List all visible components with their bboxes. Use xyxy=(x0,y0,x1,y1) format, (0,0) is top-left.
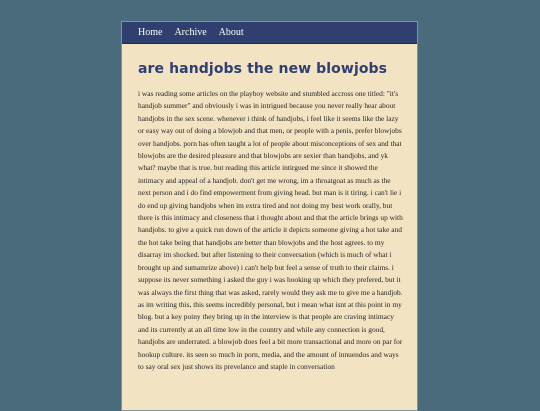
nav-archive-link[interactable]: Archive xyxy=(174,26,207,38)
post-body: i was reading some articles on the playboy website and stumbled accross one titled: "it's handjob summer" and obviously i was in intrigued because you never really hear about handjobs in the sex scene. whenever i think of handjobs, i feel like it seems like the lazy or easy way out of doing a blowjob and that men, or people with a penis, prefer blowjobs over handjobs. porn has often taught a lot of people about misconceptions of sex and that blowjobs are the desired pleasure and that blowjobs are sexier than handjobs, and yk what? maybe that is true. but reading this article intirgued me since it showed the intimacy and appeal of a handjob. don't get me wrong, im a throatgoat as much as the next person and i do find empowerment from giving head. but man is it tiring. i can't lie i do end up giving handjobs when im extra tired and not doing my best work orally, but there is this intimacy and closeness that i thought about and that the article brings up with handjobs. to give a quick run down of the article it depicts someone giving a hot take and the hot take being that handjobs are better than blowjobs and the host agrees. to my disarray im shocked. but after listening to their conversation (which is much of what i brought up and sumamrize above) i can't help but feel a sense of truth to their claims. i suppose its never something i asked the guy i was hooking up which they prefered, but it was always the first thing that was asked, rarely would they ask me to give me a handjob. as im writing this, this seems incredibly personal, but i mean what isnt at this point in my blog. but a key poiny they bring up in the interview is that people are craving intimacy and its currently at an all time low in the country and while any connection is good, handjobs are underrated. a blowjob does feel a bit more transactional and more on par for hookup culture. its seen so much in porn, media, and the amount of innuendos and ways to say oral sex just shows its prevelance and staple in conversation xyxy=(138,89,403,371)
top-nav xyxy=(122,22,417,44)
nav-home-link[interactable]: Home xyxy=(138,26,163,38)
nav-about-link[interactable]: About xyxy=(218,26,244,38)
post-content xyxy=(122,44,417,373)
post-title: are handjobs the new blowjobs xyxy=(138,61,388,77)
blog-page xyxy=(121,21,418,411)
